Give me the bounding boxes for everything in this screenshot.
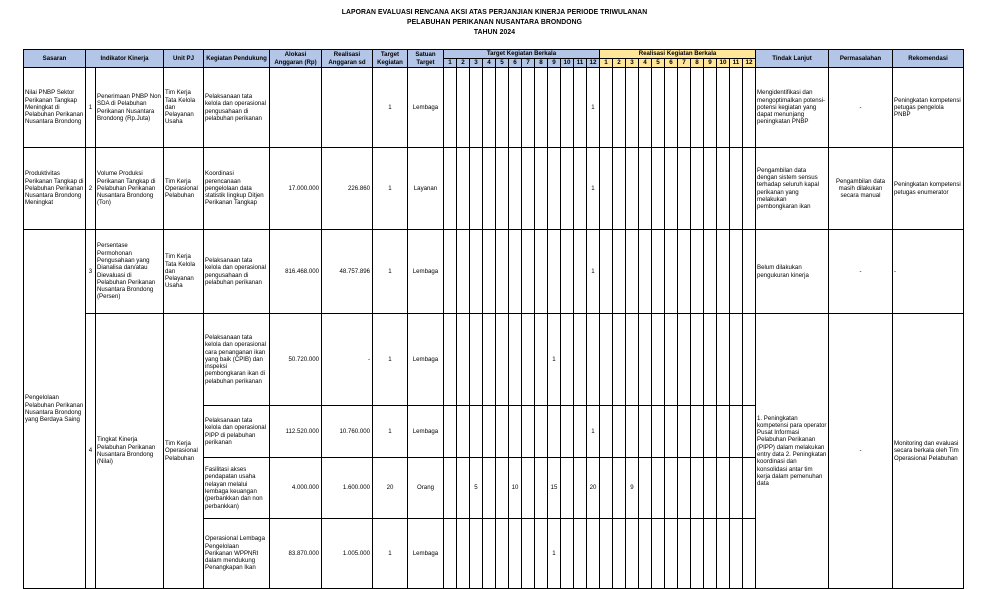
alokasi-cell: 4.000.000 [270, 458, 322, 519]
target-month-cell [496, 314, 509, 406]
target-month-header: 8 [535, 59, 548, 68]
target-month-cell [483, 458, 496, 519]
target-month-cell [522, 314, 535, 406]
realisasi-cell: 10.760.000 [322, 406, 373, 458]
realisasi-month-cell [691, 314, 704, 406]
realisasi-month-header: 5 [652, 59, 665, 68]
realisasi-month-cell [665, 148, 678, 230]
col-realisasi: Realisasi Anggaran sd [322, 50, 373, 68]
satuan-cell: Orang [408, 458, 444, 519]
realisasi-month-cell [613, 458, 626, 519]
realisasi-month-cell: 9 [626, 458, 639, 519]
satuan-cell: Layanan [408, 148, 444, 230]
target-month-cell [548, 68, 561, 148]
target-month-cell [444, 519, 457, 589]
unit-pj-cell: Tim Kerja Tata Kelola dan Pelayanan Usaha [164, 230, 204, 314]
target-month-cell [574, 406, 587, 458]
target-month-cell [470, 314, 483, 406]
target-month-header: 2 [457, 59, 470, 68]
realisasi-month-cell [678, 68, 691, 148]
realisasi-month-cell [626, 519, 639, 589]
realisasi-month-cell [652, 519, 665, 589]
target-month-cell [561, 458, 574, 519]
target-month-cell [457, 148, 470, 230]
realisasi-month-cell [717, 314, 730, 406]
permasalahan-cell: - [829, 68, 893, 148]
col-kegiatan: Kegiatan Pendukung [204, 50, 270, 68]
tindak-lanjut-cell: Belum dilakukan pengukuran kinerja [756, 230, 829, 314]
sasaran-cell: Nilai PNBP Sektor Perikanan Tangkap Meningkat di Pelabuhan Perikanan Nusantara Brondong [24, 68, 86, 148]
realisasi-month-header: 7 [678, 59, 691, 68]
alokasi-cell: 112.520.000 [270, 406, 322, 458]
report-title: LAPORAN EVALUASI RENCANA AKSI ATAS PERJANJIAN KINERJA PERIODE TRIWULANAN [341, 7, 648, 16]
target-month-cell: 1 [587, 230, 600, 314]
alokasi-cell: 83.870.000 [270, 519, 322, 589]
realisasi-month-cell [730, 458, 743, 519]
realisasi-cell: - [322, 314, 373, 406]
realisasi-month-cell [600, 458, 613, 519]
realisasi-month-cell [639, 406, 652, 458]
realisasi-month-cell [743, 406, 756, 458]
realisasi-month-header: 3 [626, 59, 639, 68]
realisasi-month-cell [613, 314, 626, 406]
realisasi-month-cell [639, 68, 652, 148]
target-month-cell: 5 [470, 458, 483, 519]
report-subtitle: PELABUHAN PERIKANAN NUSANTARA BRONDONG [406, 17, 583, 26]
realisasi-month-cell [691, 519, 704, 589]
target-month-cell: 15 [548, 458, 561, 519]
realisasi-month-header: 9 [704, 59, 717, 68]
target-month-header: 4 [483, 59, 496, 68]
col-target-berkala: Target Kegiatan Berkala [444, 50, 600, 59]
col-satuan: Satuan Target [408, 50, 444, 68]
realisasi-month-cell [665, 519, 678, 589]
target-month-cell: 20 [587, 458, 600, 519]
row-number: 4 [86, 314, 96, 589]
realisasi-month-cell [743, 519, 756, 589]
realisasi-month-cell [691, 406, 704, 458]
target-month-cell [522, 458, 535, 519]
target-month-cell [457, 230, 470, 314]
realisasi-month-cell [600, 519, 613, 589]
realisasi-month-cell [639, 148, 652, 230]
permasalahan-cell: - [829, 314, 893, 589]
realisasi-month-cell [613, 519, 626, 589]
realisasi-month-cell [691, 148, 704, 230]
target-month-cell [470, 68, 483, 148]
target-month-cell [444, 314, 457, 406]
target-month-cell [535, 314, 548, 406]
alokasi-cell [270, 68, 322, 148]
target-month-cell [535, 148, 548, 230]
tindak-lanjut-cell: Pengambilan data dengan sistem sensus terhadap seluruh kapal perikanan yang melakukan pembongkaran ikan [756, 148, 829, 230]
realisasi-month-cell [704, 458, 717, 519]
target-month-cell [574, 519, 587, 589]
target-month-cell [509, 314, 522, 406]
sasaran-cell: Produktivitas Perikanan Tangkap di Pelabuhan Perikanan Nusantara Brondong Meningkat [24, 148, 86, 230]
realisasi-month-cell [717, 406, 730, 458]
target-month-header: 12 [587, 59, 600, 68]
realisasi-month-cell [717, 148, 730, 230]
target-month-cell [483, 406, 496, 458]
realisasi-month-cell [678, 230, 691, 314]
realisasi-month-cell [717, 519, 730, 589]
target-month-cell [509, 519, 522, 589]
realisasi-month-cell [600, 68, 613, 148]
target-month-cell [444, 230, 457, 314]
col-sasaran: Sasaran [24, 50, 86, 68]
col-target: Target Kegiatan [373, 50, 408, 68]
realisasi-month-cell [639, 458, 652, 519]
realisasi-cell: 1.005.000 [322, 519, 373, 589]
target-month-cell [561, 314, 574, 406]
realisasi-month-cell [678, 458, 691, 519]
kegiatan-cell: Pelaksanaan tata kelola dan operasional pengusahaan di pelabuhan perikanan [204, 68, 270, 148]
col-permasalahan: Permasalahan [829, 50, 893, 68]
target-month-cell [535, 458, 548, 519]
target-month-cell: 1 [587, 406, 600, 458]
realisasi-month-cell [704, 314, 717, 406]
unit-pj-cell: Tim Kerja Tata Kelola dan Pelayanan Usaha [164, 68, 204, 148]
target-month-cell: 1 [587, 148, 600, 230]
target-month-cell [535, 519, 548, 589]
target-month-header: 11 [574, 59, 587, 68]
tindak-lanjut-cell: Mengidentifikasi dan mengoptimalkan potensi-potensi kegiatan yang dapat menunjang peningkatan PNBP [756, 68, 829, 148]
target-cell: 1 [373, 148, 408, 230]
target-month-cell [535, 406, 548, 458]
target-month-cell [574, 314, 587, 406]
permasalahan-cell: Pengambilan data masih dilakukan secara manual [829, 148, 893, 230]
row-number: 2 [86, 148, 96, 230]
kegiatan-cell: Pelaksanaan tata kelola dan operasional pengusahaan di pelabuhan perikanan [204, 230, 270, 314]
target-month-cell [444, 406, 457, 458]
realisasi-month-cell [652, 406, 665, 458]
realisasi-month-header: 10 [717, 59, 730, 68]
target-month-cell [522, 68, 535, 148]
rekomendasi-cell: Monitoring dan evaluasi secara berkala oleh Tim Operasional Pelabuhan [893, 314, 964, 589]
target-cell: 1 [373, 68, 408, 148]
alokasi-cell: 17.000.000 [270, 148, 322, 230]
target-month-cell [483, 68, 496, 148]
realisasi-month-cell [600, 148, 613, 230]
target-month-cell [548, 230, 561, 314]
row-number: 3 [86, 230, 96, 314]
realisasi-month-cell [626, 314, 639, 406]
realisasi-month-cell [652, 314, 665, 406]
realisasi-month-cell [626, 148, 639, 230]
realisasi-month-cell [639, 314, 652, 406]
realisasi-month-cell [639, 230, 652, 314]
realisasi-month-cell [665, 68, 678, 148]
rekomendasi-cell: Peningkatan kompetensi petugas enumerator [893, 148, 964, 230]
target-month-cell [444, 148, 457, 230]
target-month-cell [561, 406, 574, 458]
realisasi-month-cell [652, 230, 665, 314]
tindak-lanjut-cell: 1. Peningkatan kompetensi para operator Pusat Informasi Pelabuhan Perikanan (PIPP) dalam melakukan entry data 2. Peningkatan koordinasi dan konsolidasi antar tim kerja dalam pemenuhan data [756, 314, 829, 589]
target-month-cell [522, 230, 535, 314]
col-realisasi-berkala: Realisasi Kegiatan Berkala [600, 50, 756, 59]
realisasi-month-cell [613, 148, 626, 230]
target-month-cell [496, 230, 509, 314]
target-month-cell [574, 230, 587, 314]
target-month-cell [548, 148, 561, 230]
realisasi-month-cell [730, 519, 743, 589]
realisasi-cell [322, 68, 373, 148]
realisasi-month-cell [652, 458, 665, 519]
target-month-cell: 1 [548, 314, 561, 406]
rekomendasi-cell: - [893, 230, 964, 314]
kegiatan-cell: Operasional Lembaga Pengelolaan Perikanan WPPNRI dalam mendukung Penangkapan Ikan [204, 519, 270, 589]
realisasi-cell: 226.860 [322, 148, 373, 230]
target-month-header: 3 [470, 59, 483, 68]
report-year: TAHUN 2024 [473, 27, 516, 36]
realisasi-month-cell [678, 519, 691, 589]
target-month-cell [574, 68, 587, 148]
realisasi-month-header: 11 [730, 59, 743, 68]
row-number: 1 [86, 68, 96, 148]
target-month-cell [522, 406, 535, 458]
realisasi-month-cell [626, 230, 639, 314]
col-indikator: Indikator Kinerja [86, 50, 164, 68]
alokasi-cell: 50.720.000 [270, 314, 322, 406]
target-month-cell [496, 458, 509, 519]
realisasi-month-cell [600, 406, 613, 458]
realisasi-month-cell [743, 148, 756, 230]
unit-pj-cell: Tim Kerja Operasional Pelabuhan [164, 314, 204, 589]
target-month-cell [444, 68, 457, 148]
target-month-cell [509, 68, 522, 148]
satuan-cell: Lembaga [408, 406, 444, 458]
realisasi-month-cell [691, 458, 704, 519]
target-month-cell [535, 68, 548, 148]
target-month-cell [522, 519, 535, 589]
realisasi-month-cell [717, 458, 730, 519]
target-month-cell [561, 148, 574, 230]
target-cell: 1 [373, 314, 408, 406]
indikator-cell: Penerimaan PNBP Non SDA di Pelabuhan Perikanan Nusantara Brondong (Rp.Juta) [96, 68, 164, 148]
target-month-cell [457, 519, 470, 589]
target-month-cell: 1 [587, 68, 600, 148]
evaluation-table [23, 49, 964, 589]
realisasi-month-cell [652, 148, 665, 230]
realisasi-month-cell [665, 406, 678, 458]
target-month-header: 5 [496, 59, 509, 68]
realisasi-month-cell [665, 458, 678, 519]
realisasi-month-cell [613, 406, 626, 458]
realisasi-month-cell [704, 406, 717, 458]
realisasi-month-header: 1 [600, 59, 613, 68]
realisasi-month-cell [652, 68, 665, 148]
target-month-cell [483, 148, 496, 230]
target-cell: 1 [373, 230, 408, 314]
col-rekomendasi: Rekomendasi [893, 50, 964, 68]
target-month-header: 9 [548, 59, 561, 68]
target-month-cell [483, 314, 496, 406]
target-month-cell [496, 406, 509, 458]
realisasi-month-cell [704, 68, 717, 148]
realisasi-month-cell [743, 458, 756, 519]
target-cell: 20 [373, 458, 408, 519]
target-month-cell [470, 230, 483, 314]
target-month-cell [470, 406, 483, 458]
target-month-header: 6 [509, 59, 522, 68]
kegiatan-cell: Pelaksanaan tata kelola dan operasional cara penanganan ikan yang baik (CPIB) dan inspeksi pembongkaran ikan di pelabuhan perikanan [204, 314, 270, 406]
target-month-cell [548, 406, 561, 458]
target-month-cell [574, 148, 587, 230]
realisasi-month-cell [704, 148, 717, 230]
realisasi-month-cell [717, 68, 730, 148]
satuan-cell: Lembaga [408, 314, 444, 406]
realisasi-month-cell [678, 406, 691, 458]
target-month-header: 10 [561, 59, 574, 68]
kegiatan-cell: Pelaksanaan tata kelola dan operasional PIPP di pelabuhan perikanan [204, 406, 270, 458]
target-month-header: 7 [522, 59, 535, 68]
col-alokasi: Alokasi Anggaran (Rp) [270, 50, 322, 68]
target-month-cell [574, 458, 587, 519]
realisasi-month-cell [691, 68, 704, 148]
realisasi-month-cell [678, 148, 691, 230]
alokasi-cell: 816.468.000 [270, 230, 322, 314]
realisasi-month-cell [678, 314, 691, 406]
realisasi-month-cell [665, 314, 678, 406]
target-month-cell [444, 458, 457, 519]
realisasi-month-cell [743, 314, 756, 406]
indikator-cell: Persentase Permohonan Pengusahaan yang Dianalisa dan/atau Dievaluasi di Pelabuhan Perikanan Nusantara Brondong (Persen) [96, 230, 164, 314]
target-month-cell [509, 230, 522, 314]
realisasi-month-cell [600, 314, 613, 406]
satuan-cell: Lembaga [408, 68, 444, 148]
target-month-cell [457, 406, 470, 458]
realisasi-month-cell [730, 230, 743, 314]
target-month-cell [483, 230, 496, 314]
target-month-header: 1 [444, 59, 457, 68]
col-unit-pj: Unit PJ [164, 50, 204, 68]
target-month-cell [561, 68, 574, 148]
kegiatan-cell: Fasilitasi akses pendapatan usaha nelayan melalui lembaga keuangan (perbankkan dan non perbankkan) [204, 458, 270, 519]
target-month-cell [509, 148, 522, 230]
target-month-cell [496, 148, 509, 230]
realisasi-month-cell [639, 519, 652, 589]
satuan-cell: Lembaga [408, 519, 444, 589]
target-month-cell [509, 406, 522, 458]
realisasi-month-cell [717, 230, 730, 314]
target-month-cell [561, 519, 574, 589]
rekomendasi-cell: Peningkatan kompetensi petugas pengelola PNBP [893, 68, 964, 148]
target-month-cell [457, 68, 470, 148]
target-cell: 1 [373, 406, 408, 458]
realisasi-month-cell [743, 68, 756, 148]
realisasi-month-cell [613, 230, 626, 314]
realisasi-month-cell [626, 68, 639, 148]
realisasi-month-cell [626, 406, 639, 458]
target-month-cell [522, 148, 535, 230]
realisasi-month-header: 2 [613, 59, 626, 68]
target-month-cell [535, 230, 548, 314]
target-month-cell [470, 148, 483, 230]
target-month-cell: 1 [548, 519, 561, 589]
target-month-cell [496, 68, 509, 148]
satuan-cell: Lembaga [408, 230, 444, 314]
target-month-cell [470, 519, 483, 589]
realisasi-month-header: 12 [743, 59, 756, 68]
realisasi-month-cell [691, 230, 704, 314]
target-month-cell [483, 519, 496, 589]
realisasi-month-cell [600, 230, 613, 314]
realisasi-month-cell [730, 68, 743, 148]
kegiatan-cell: Koordinasi perencanaan pengelolaan data statistik lingkup Ditjen Perikanan Tangkap [204, 148, 270, 230]
target-month-cell [587, 314, 600, 406]
target-month-cell [457, 314, 470, 406]
realisasi-month-header: 8 [691, 59, 704, 68]
target-month-cell [457, 458, 470, 519]
indikator-cell: Volume Produksi Perikanan Tangkap di Pelabuhan Perikanan Nusantara Brondong (Ton) [96, 148, 164, 230]
realisasi-month-cell [743, 230, 756, 314]
realisasi-month-cell [665, 230, 678, 314]
realisasi-month-cell [704, 519, 717, 589]
realisasi-month-header: 4 [639, 59, 652, 68]
indikator-cell: Tingkat Kinerja Pelabuhan Perikanan Nusantara Brondong (Nilai) [96, 314, 164, 589]
target-month-cell: 10 [509, 458, 522, 519]
realisasi-month-cell [730, 314, 743, 406]
realisasi-month-cell [704, 230, 717, 314]
realisasi-month-cell [730, 406, 743, 458]
realisasi-cell: 1.600.000 [322, 458, 373, 519]
col-tindak-lanjut: Tindak Lanjut [756, 50, 829, 68]
target-month-cell [587, 519, 600, 589]
realisasi-cell: 48.757.896 [322, 230, 373, 314]
target-month-cell [561, 230, 574, 314]
unit-pj-cell: Tim Kerja Operasional Pelabuhan [164, 148, 204, 230]
sasaran-cell: Pengelolaan Pelabuhan Perikanan Nusantara Brondong yang Berdaya Saing [24, 230, 86, 589]
realisasi-month-header: 6 [665, 59, 678, 68]
realisasi-month-cell [730, 148, 743, 230]
target-cell: 1 [373, 519, 408, 589]
permasalahan-cell: - [829, 230, 893, 314]
target-month-cell [496, 519, 509, 589]
realisasi-month-cell [613, 68, 626, 148]
